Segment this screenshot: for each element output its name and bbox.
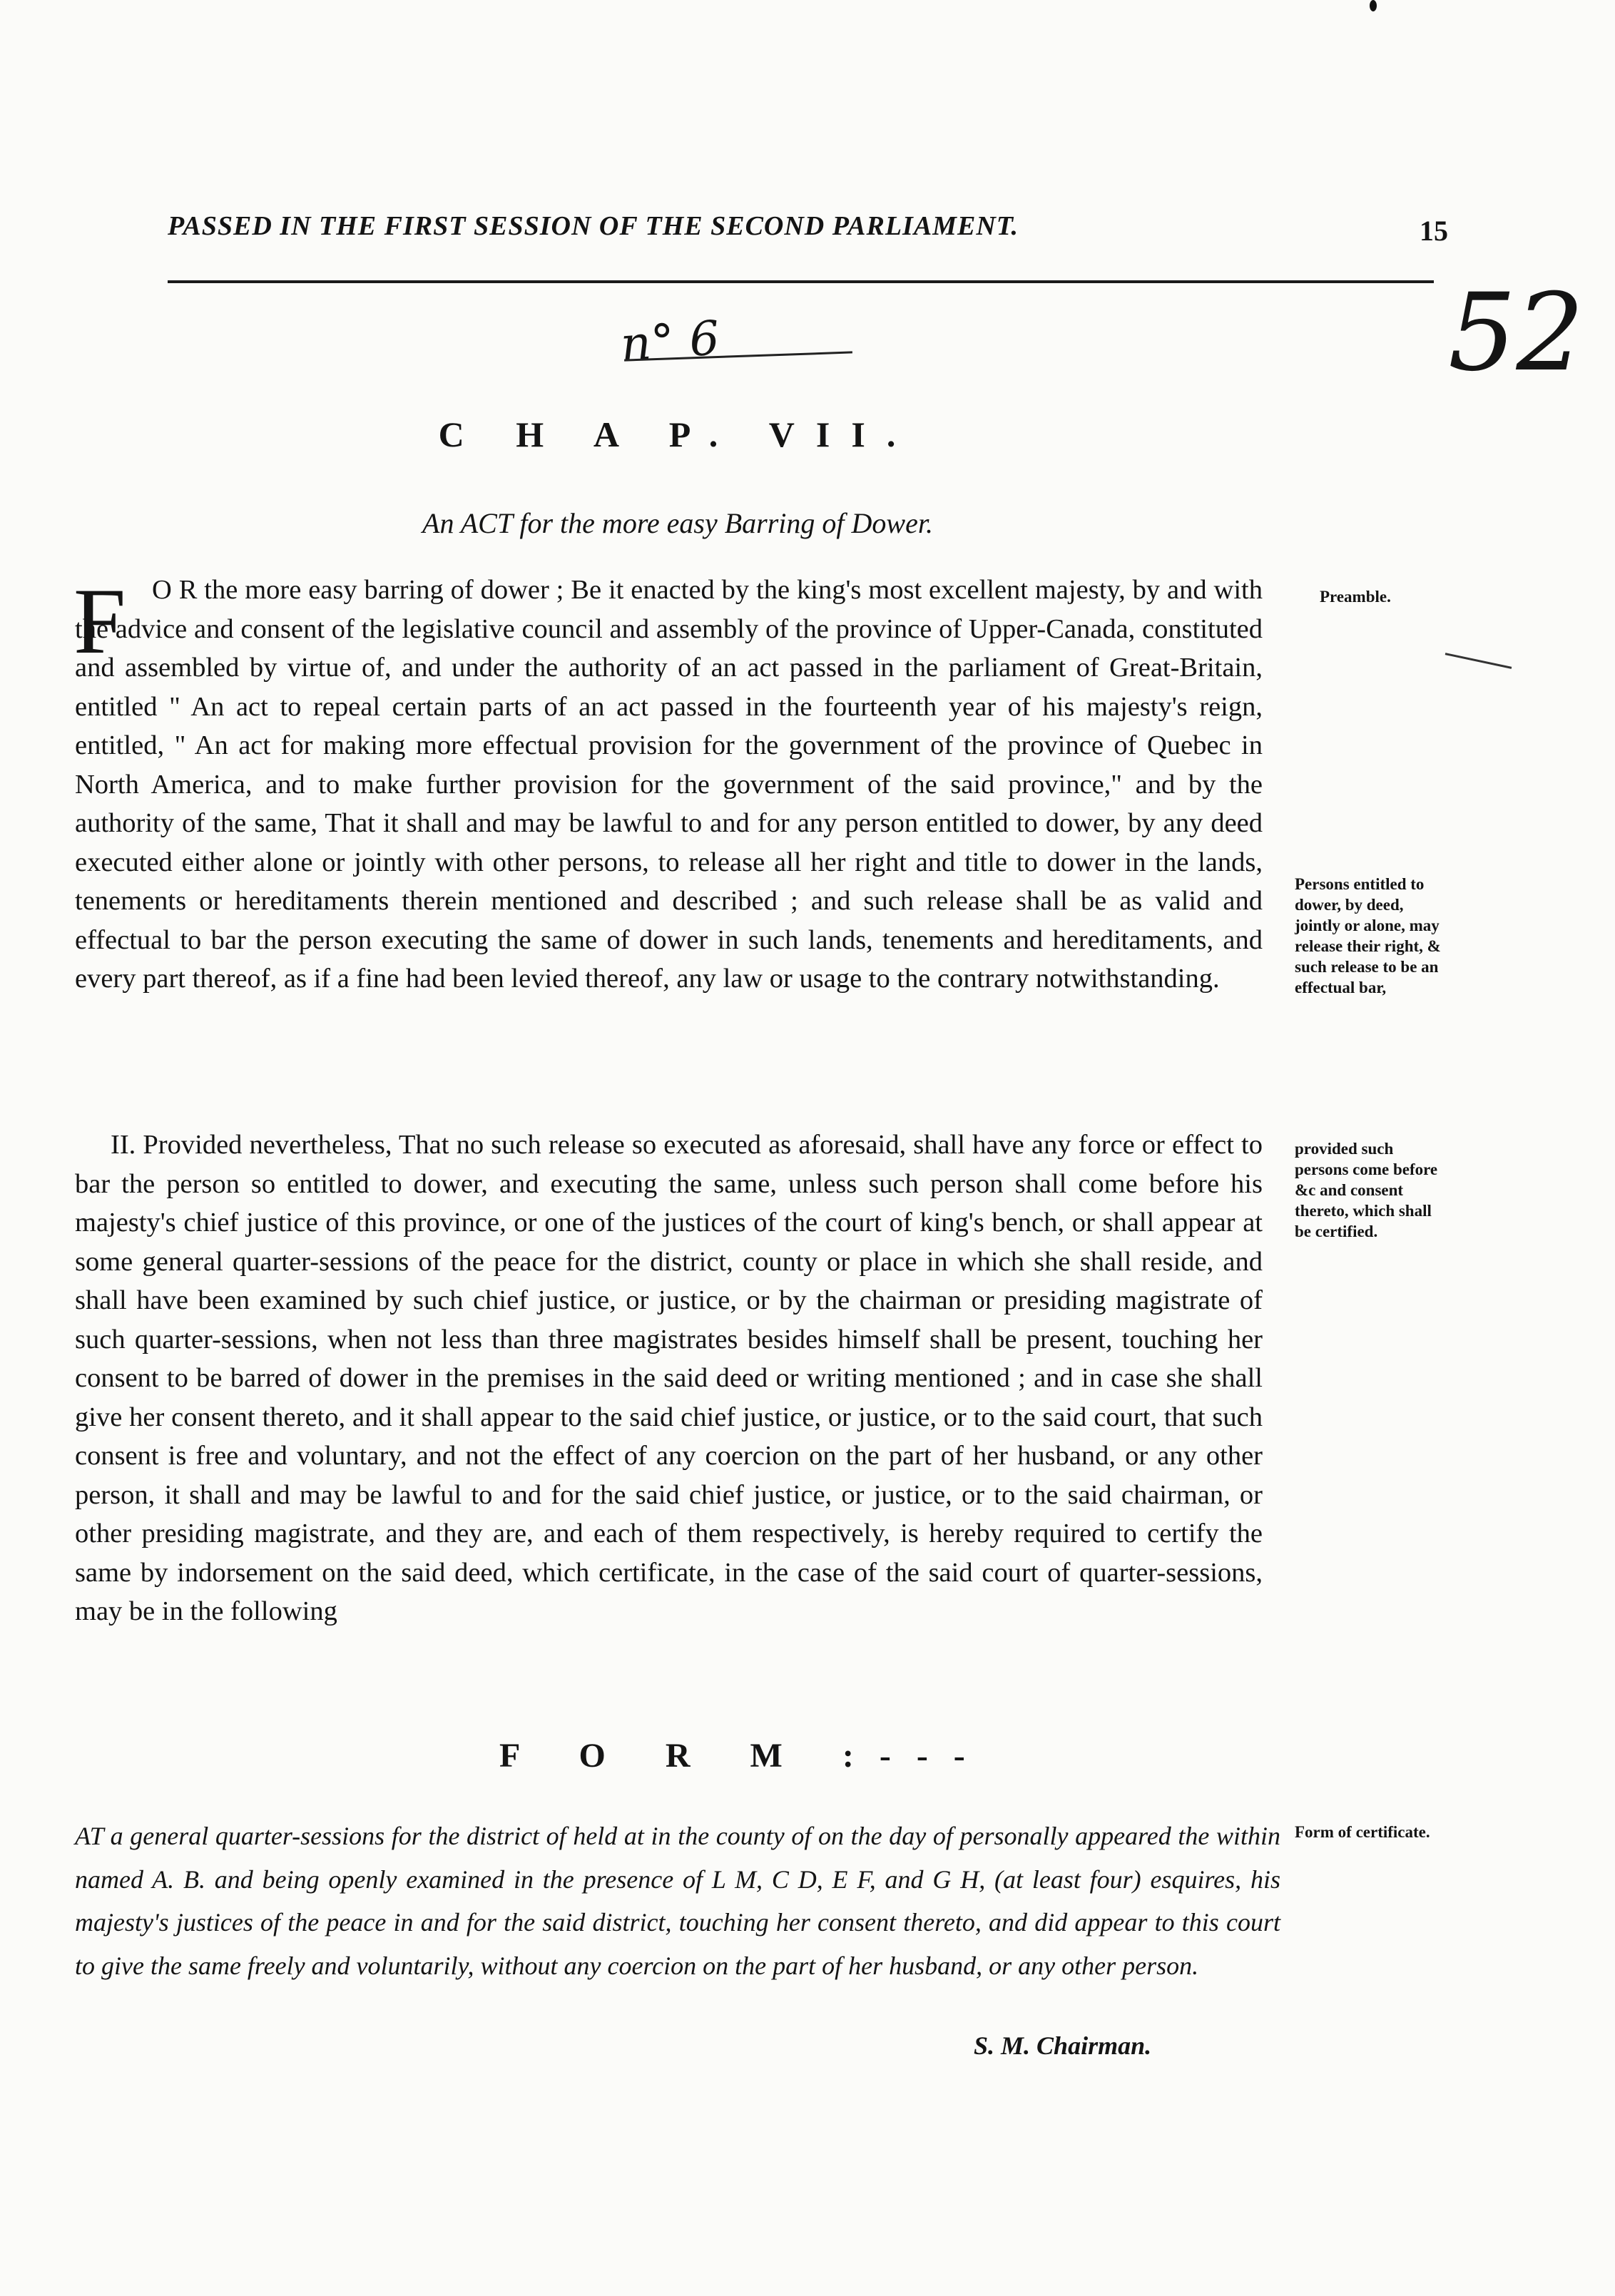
header-rule (168, 280, 1434, 283)
handwritten-page-number: 52 (1448, 271, 1584, 395)
margin-note-provided: provided such persons come before &c and consent thereto, which shall be certified. (1295, 1140, 1438, 1240)
chapter-title: C H A P. VII. (438, 414, 917, 454)
form-certificate-text: AT a general quarter-sessions for the district of held at in the county of on the day of personally appeared the within named A. B. and being openly examined in the presence of L M, C D, E F, and G H, (at least four) esquires, his majesty's justices of the peace in and for the said district, touching her consent thereto, and did appear to this court to give the same freely and voluntarily, without any coercion on the part of her husband, or any other person. (75, 1822, 1280, 1980)
drop-cap: F (73, 568, 126, 673)
preamble-paragraph: O R the more easy barring of dower ; Be it enacted by the king's most excellent majesty, by and with the advice and consent of the legislative council and assembly of the province of Upper-Canada, constituted and assembled by virtue of, and under the authority of an act passed in the parliament of Great-Britain, entitled " An act to repeal certain parts of an act passed in the fourteenth year of his majesty's reign, entitled, " An act for making more effectual provision for the government of the province of Quebec in North America, and to make further provision for the government of the said province," and by the authority of the same, That it shall and may be lawful to and for any person entitled to dower, by any deed executed either alone or jointly with other persons, to release all her right and title to dower in the lands, tenements or hereditaments therein mentioned and described ; and such release shall be as valid and effectual to bar the person executing the same of dower in such lands, tenements and hereditaments, and every part thereof, as if a fine had been levied thereof, any law or usage to the contrary notwithstanding. (75, 575, 1263, 994)
pencil-mark (1445, 653, 1512, 669)
act-title: An ACT for the more easy Barring of Dower. (422, 507, 933, 539)
handwritten-annotation: n° 6 (618, 310, 722, 372)
margin-note-persons-entitled: Persons entitled to dower, by deed, jointly or alone, may release their right, & such release to be an effectual bar, (1295, 875, 1441, 996)
margin-note-preamble: Preamble. (1320, 588, 1391, 606)
margin-note-form-of-certificate: Form of certificate. (1295, 1823, 1430, 1841)
running-head: PASSED IN THE FIRST SESSION OF THE SECOND PARLIAMENT. (168, 211, 1019, 241)
page-number: 15 (1420, 215, 1448, 247)
chairman-signature: S. M. Chairman. (974, 2031, 1152, 2060)
ink-speck (1370, 0, 1377, 11)
proviso-paragraph: II. Provided nevertheless, That no such release so executed as aforesaid, shall have any force or effect to bar the person so entitled to dower, and executing the same, unless such person shall come before his majesty's chief justice of this province, or one of the justices of the court of king's bench, or shall appear at some general quarter-sessions of the peace for the district, county or place in which she shall reside, and shall have been examined by such chief justice, or justice, or by the chairman or presiding magistrate of such quarter-sessions, when not less than three magistrates besides himself shall be present, touching her consent to be barred of dower in the premises in the said deed or writing mentioned ; and in case she shall give her consent thereto, and it shall appear to the said chief justice, or justice, or to the said court, that such consent is free and voluntary, and not the effect of any coercion on the part of her husband, or any other person, it shall and may be lawful to and for the said chief justice, or justice, or to the said chairman, or other presiding magistrate, and they are, and each of them respectively, is hereby required to certify the same by indorsement on the said deed, which certificate, in the case of the said court of quarter-sessions, may be in the following (75, 1130, 1263, 1626)
form-heading: F O R M :--- (499, 1737, 991, 1775)
